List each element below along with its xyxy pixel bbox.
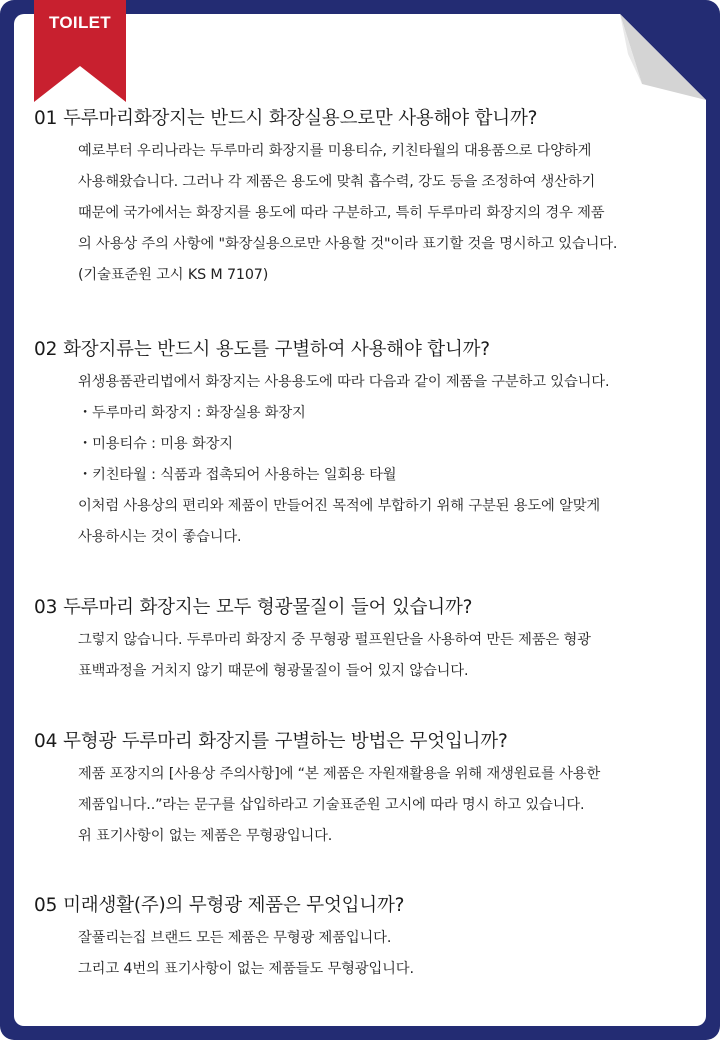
answer-line: 이처럼 사용상의 편리와 제품이 만들어진 목적에 부합하기 위해 구분된 용도에 알맞게 (78, 498, 601, 514)
faq-answer (78, 759, 694, 852)
answer-line: 사용해왔습니다. 그러나 각 제품은 용도에 맞춰 흡수력, 강도 등을 조정하여 생산하기 (78, 174, 596, 190)
faq-answer (78, 923, 694, 985)
faq-answer (78, 625, 694, 687)
faq-item-01 (34, 106, 694, 291)
faq-answer (78, 367, 694, 553)
faq-question-text: 미래생활(주)의 무형광 제품은 무엇입니까? (63, 895, 405, 916)
answer-line: (기술표준원 고시 KS M 7107) (78, 267, 269, 283)
answer-bullet: ・미용티슈 : 미용 화장지 (78, 436, 233, 452)
toilet-badge-label: TOILET (49, 13, 111, 32)
faq-item-04 (34, 729, 694, 852)
faq-item-03 (34, 595, 694, 687)
faq-question (34, 337, 694, 363)
faq-question (34, 595, 694, 621)
answer-line: 제품 포장지의 [사용상 주의사항]에 “본 제품은 자원재활용을 위해 재생원료를 사용한 (78, 766, 601, 782)
faq-number: 01 (34, 108, 58, 129)
faq-question (34, 729, 694, 755)
faq-question (34, 893, 694, 919)
answer-line: 때문에 국가에서는 화장지를 용도에 따라 구분하고, 특히 두루마리 화장지의 경우 제품 (78, 205, 605, 221)
faq-number: 05 (34, 895, 58, 916)
answer-line: 잘풀리는집 브랜드 모든 제품은 무형광 제품입니다. (78, 930, 392, 946)
answer-line: 의 사용상 주의 사항에 "화장실용으로만 사용할 것"이라 표기할 것을 명시하고 있습니다. (78, 236, 618, 252)
answer-line: 그리고 4번의 표기사항이 없는 제품들도 무형광입니다. (78, 961, 414, 977)
page-fold-corner (620, 14, 706, 100)
answer-bullet: ・두루마리 화장지 : 화장실용 화장지 (78, 405, 306, 421)
answer-line: 예로부터 우리나라는 두루마리 화장지를 미용티슈, 키친타월의 대용품으로 다양하게 (78, 143, 592, 159)
answer-line: 위생용품관리법에서 화장지는 사용용도에 따라 다음과 같이 제품을 구분하고 있습니다. (78, 374, 610, 390)
faq-question (34, 106, 694, 132)
answer-line: 제품입니다..”라는 문구를 삽입하라고 기술표준원 고시에 따라 명시 하고 있습니다. (78, 797, 585, 813)
faq-question-text: 두루마리 화장지는 모두 형광물질이 들어 있습니까? (63, 597, 473, 618)
faq-item-02 (34, 337, 694, 553)
answer-line: 사용하시는 것이 좋습니다. (78, 529, 242, 545)
faq-number: 03 (34, 597, 58, 618)
answer-line: 표백과정을 거치지 않기 때문에 형광물질이 들어 있지 않습니다. (78, 663, 469, 679)
faq-number: 04 (34, 731, 58, 752)
faq-number: 02 (34, 339, 58, 360)
faq-question-text: 무형광 두루마리 화장지를 구별하는 방법은 무엇입니까? (63, 731, 508, 752)
answer-line: 그렇지 않습니다. 두루마리 화장지 중 무형광 펄프원단을 사용하여 만든 제품은 형광 (78, 632, 591, 648)
answer-bullet: ・키친타월 : 식품과 접촉되어 사용하는 일회용 타월 (78, 467, 397, 483)
faq-question-text: 두루마리화장지는 반드시 화장실용으로만 사용해야 합니까? (63, 108, 538, 129)
answer-line: 위 표기사항이 없는 제품은 무형광입니다. (78, 828, 333, 844)
faq-answer (78, 136, 694, 291)
faq-item-05 (34, 893, 694, 985)
faq-question-text: 화장지류는 반드시 용도를 구별하여 사용해야 합니까? (63, 339, 490, 360)
